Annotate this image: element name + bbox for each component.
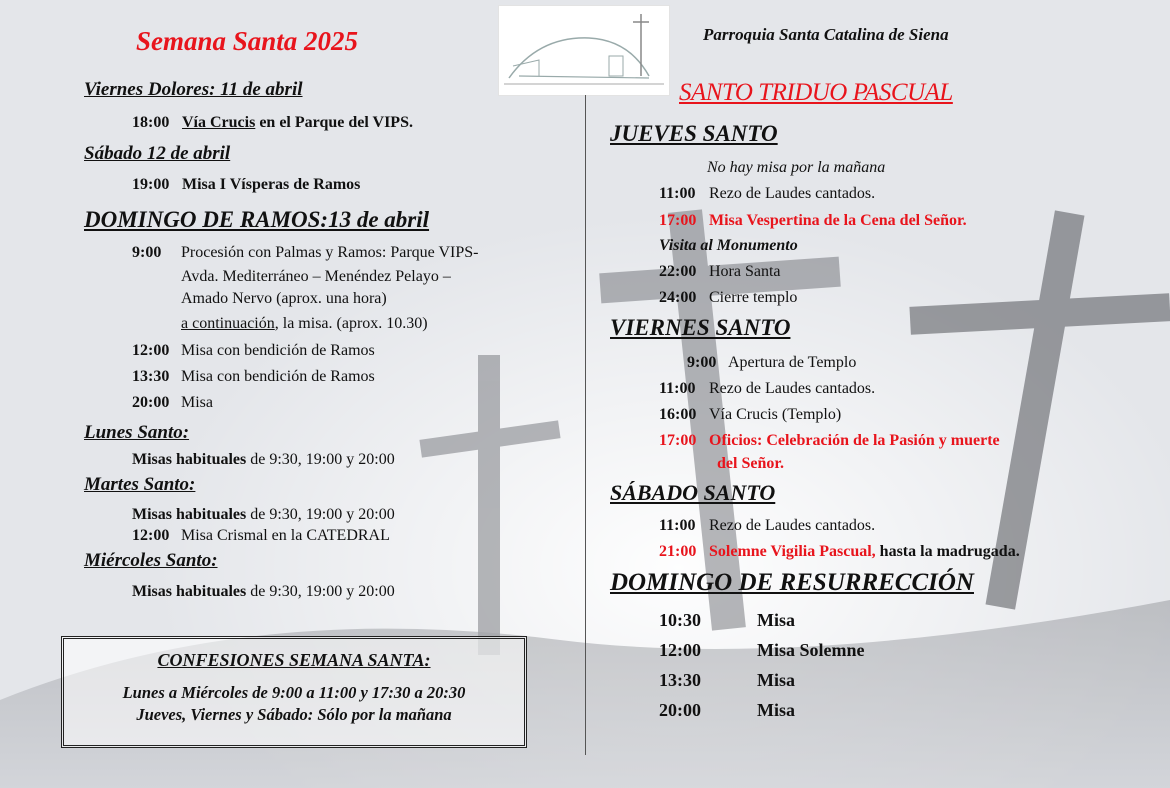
- church-dome-cross-icon: [499, 6, 669, 95]
- heading-sabado-santo: SÁBADO SANTO: [610, 480, 776, 505]
- time-domingo-2: 12:00: [659, 640, 701, 660]
- time-domingo-3: 13:30: [659, 670, 701, 690]
- event-viacrucis: Vía Crucis en el Parque del VIPS.: [182, 114, 413, 131]
- event-jueves-4: Cierre templo: [709, 289, 798, 306]
- oficios-line-2: del Señor.: [717, 455, 784, 472]
- jueves-note: No hay misa por la mañana: [707, 159, 886, 176]
- heading-domingo-resurreccion: DOMINGO DE RESURRECCIÓN: [610, 569, 974, 596]
- triduo-title: SANTO TRIDUO PASCUAL: [679, 79, 953, 106]
- time-viacrucis: 18:00: [132, 114, 170, 131]
- event-ramos-1: Misa con bendición de Ramos: [181, 342, 375, 359]
- time-jueves-4: 24:00: [659, 289, 697, 306]
- confesiones-line-2: Jueves, Viernes y Sábado: Sólo por la mañana: [136, 705, 452, 724]
- parish-name: Parroquia Santa Catalina de Siena: [703, 25, 949, 44]
- event-viernes-3: Vía Crucis (Templo): [709, 406, 842, 423]
- confesiones-title: CONFESIONES SEMANA SANTA:: [157, 650, 431, 670]
- column-divider: [585, 95, 586, 755]
- heading-lunes: Lunes Santo:: [84, 422, 190, 443]
- procesion-line-3: Amado Nervo (aprox. una hora): [181, 290, 387, 307]
- time-visperas: 19:00: [132, 176, 170, 193]
- time-ramos-3: 20:00: [132, 394, 170, 411]
- event-domingo-2: Misa Solemne: [757, 640, 865, 660]
- event-domingo-4: Misa: [757, 700, 795, 720]
- heading-martes: Martes Santo:: [84, 474, 196, 495]
- time-viernes-1: 9:00: [687, 354, 717, 371]
- event-crismal: Misa Crismal en la CATEDRAL: [181, 527, 390, 544]
- time-ramos-2: 13:30: [132, 368, 170, 385]
- heading-sabado-12: Sábado 12 de abril: [84, 143, 231, 164]
- heading-viernes-dolores: Viernes Dolores: 11 de abril: [84, 79, 303, 100]
- event-jueves-2: Misa Vespertina de la Cena del Señor.: [709, 212, 967, 229]
- misas-miercoles: Misas habituales de 9:30, 19:00 y 20:00: [132, 583, 395, 600]
- time-oficios: 17:00: [659, 432, 697, 449]
- event-visperas: Misa I Vísperas de Ramos: [182, 176, 361, 193]
- procesion-line-2: Avda. Mediterráneo – Menéndez Pelayo –: [181, 268, 451, 285]
- time-domingo-4: 20:00: [659, 700, 701, 720]
- heading-jueves: JUEVES SANTO: [610, 121, 778, 146]
- misas-lunes: Misas habituales de 9:30, 19:00 y 20:00: [132, 451, 395, 468]
- time-procesion: 9:00: [132, 244, 162, 261]
- event-vigilia: Solemne Vigilia Pascual, hasta la madrugada.: [709, 543, 1020, 560]
- heading-miercoles: Miércoles Santo:: [84, 550, 218, 571]
- time-jueves-2: 17:00: [659, 212, 697, 229]
- heading-viernes: VIERNES SANTO: [610, 315, 791, 340]
- heading-domingo-ramos: DOMINGO DE RAMOS:13 de abril: [84, 207, 430, 232]
- visita-monumento: Visita al Monumento: [659, 237, 798, 254]
- procesion-line-4: a continuación, la misa. (aprox. 10.30): [181, 315, 428, 332]
- event-viernes-1: Apertura de Templo: [728, 354, 857, 371]
- parish-logo: [498, 5, 670, 96]
- time-vigilia: 21:00: [659, 543, 697, 560]
- time-viernes-2: 11:00: [659, 380, 696, 397]
- event-ramos-2: Misa con bendición de Ramos: [181, 368, 375, 385]
- page-title: Semana Santa 2025: [136, 26, 359, 56]
- time-jueves-3: 22:00: [659, 263, 697, 280]
- event-ramos-3: Misa: [181, 394, 213, 411]
- event-jueves-3: Hora Santa: [709, 263, 781, 280]
- event-domingo-3: Misa: [757, 670, 795, 690]
- time-jueves-1: 11:00: [659, 185, 696, 202]
- time-viernes-3: 16:00: [659, 406, 697, 423]
- event-sabado-1: Rezo de Laudes cantados.: [709, 517, 876, 534]
- event-jueves-1: Rezo de Laudes cantados.: [709, 185, 876, 202]
- time-crismal: 12:00: [132, 527, 170, 544]
- time-sabado-1: 11:00: [659, 517, 696, 534]
- misas-martes: Misas habituales de 9:30, 19:00 y 20:00: [132, 506, 395, 523]
- time-ramos-1: 12:00: [132, 342, 170, 359]
- event-domingo-1: Misa: [757, 610, 795, 630]
- time-domingo-1: 10:30: [659, 610, 701, 630]
- procesion-line-1: Procesión con Palmas y Ramos: Parque VIPS-: [181, 244, 479, 261]
- confesiones-line-1: Lunes a Miércoles de 9:00 a 11:00 y 17:30 a 20:30: [122, 683, 466, 702]
- oficios-line-1: Oficios: Celebración de la Pasión y muerte: [709, 432, 1000, 449]
- event-viernes-2: Rezo de Laudes cantados.: [709, 380, 876, 397]
